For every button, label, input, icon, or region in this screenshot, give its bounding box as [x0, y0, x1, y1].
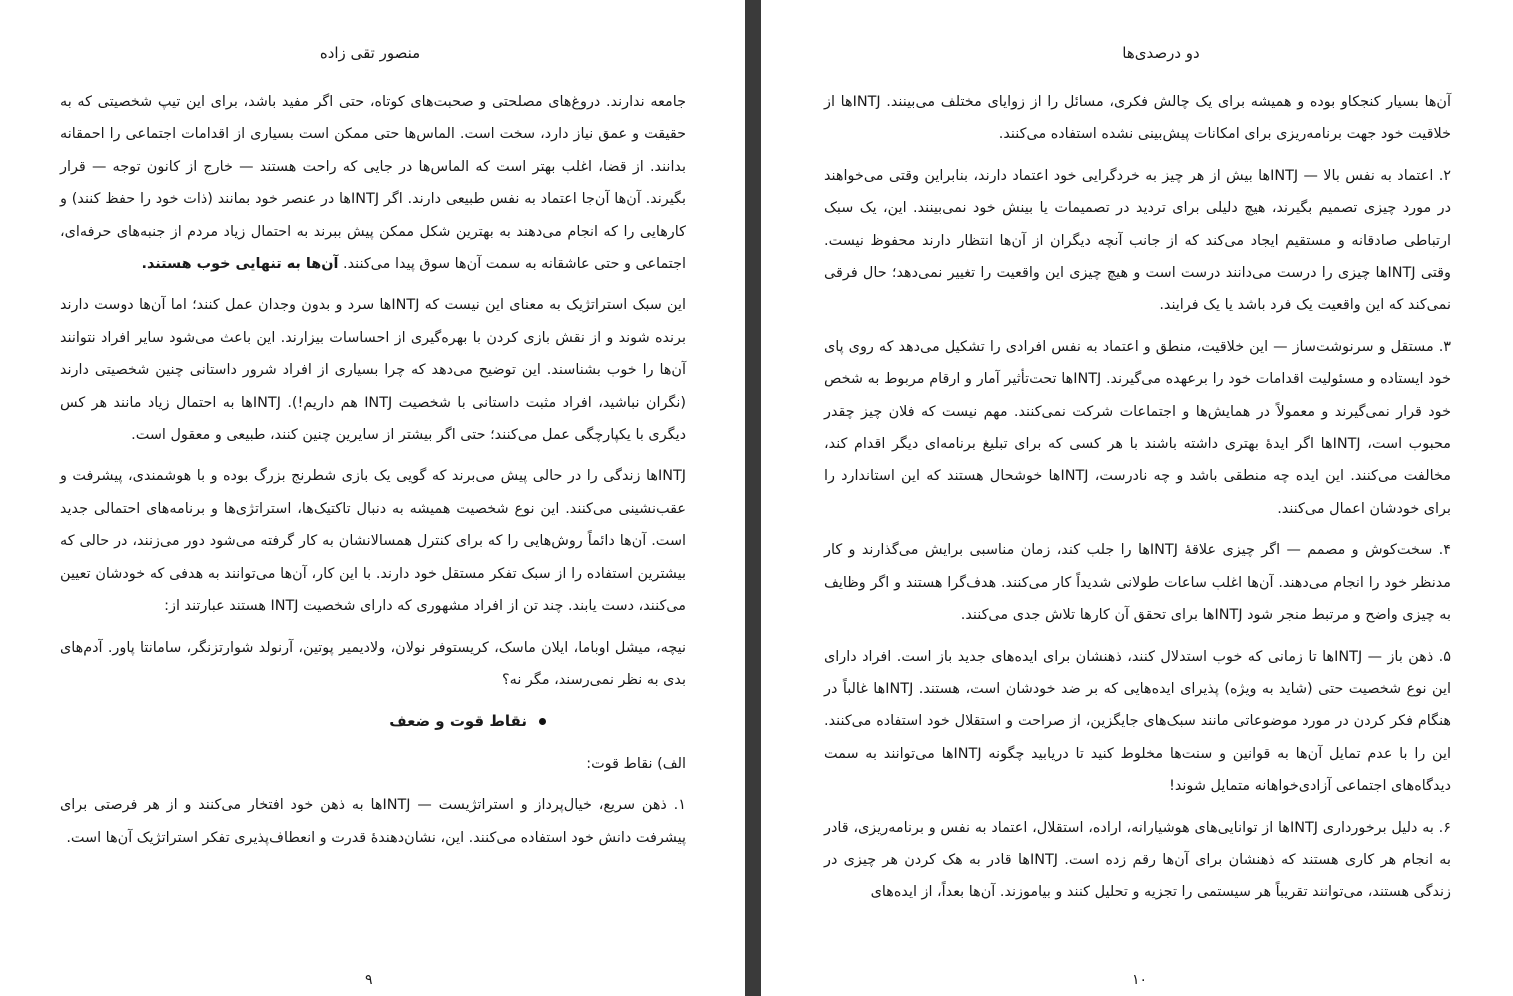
left-page-number: ۹: [365, 972, 373, 988]
bullet-heading-text: نقاط قوت و ضعف: [389, 712, 527, 731]
paragraph: نیچه، میشل اوباما، ایلان ماسک، کریستوفر نولان، ولادیمیر پوتین، آرنولد شوارتزنگر، سامانتا پاور. آدم‌های بدی به نظر نمی‌رسند، مگر نه؟: [60, 639, 686, 688]
paragraph: [60, 86, 686, 280]
bullet-icon: [539, 718, 546, 725]
right-page-body: [824, 86, 1451, 918]
paragraph: ۶. به دلیل برخورداری INTJها از توانایی‌های هوشیارانه، اراده، استقلال، اعتماد به نفس و برنامه‌ریزی، قادر به انجام هر کاری هستند که ذهنشان برای آن‌ها رقم زده است. INTJها قادر به هک کردن هر چیزی در زندگی هستند، می‌توانند تقریباً هر سیستمی را تجزیه و تحلیل کنند و بیاموزند. آن‌ها بعداً، از ایده‌های: [824, 819, 1451, 901]
paragraph: ۵. ذهن باز — INTJها تا زمانی که خوب استدلال کنند، ذهنشان برای ایده‌های جدید باز است. افراد دارای این نوع شخصیت حتی (شاید به ویژه) پذیرای ایده‌هایی که بر ضد خودشان است، هستند. INTJها غالباً در هنگام فکر کردن در مورد موضوعاتی مانند سبک‌های جایگزین، از صراحت و استقلال خود استفاده می‌کنند. این را با عدم تمایل آن‌ها به قوانین و سنت‌ها مخلوط کنید تا دریابید چگونه INTJها می‌توانند به سمت دیدگاه‌های اجتماعی آزادی‌خواهانه متمایل شوند!: [824, 648, 1451, 795]
paragraph: ۳. مستقل و سرنوشت‌ساز — این خلاقیت، منطق و اعتماد به نفس افرادی را تشکیل می‌دهد که روی پای خود ایستاده و مسئولیت اقدامات خود را برعهده می‌گیرند. INTJها تحت‌تأثیر آمار و ارقام مربوط به شخص خود قرار نمی‌گیرند و معمولاً در همایش‌ها و اجتماعات شرکت نمی‌کنند. مهم نیست که فلان چیز چقدر محبوب است، INTJها اگر ایدهٔ بهتری داشته باشند با هر کسی که برای تبلیغ برنامه‌ای دیگر اقدام کند، مخالفت می‌کنند. این ایده چه منطقی باشد و چه نادرست، INTJها خوشحال هستند که این استاندارد را برای خودشان اعمال می‌کنند.: [824, 338, 1451, 517]
right-page-number: ۱۰: [1132, 972, 1148, 988]
paragraph: ۴. سخت‌کوش و مصمم — اگر چیزی علاقهٔ INTJها را جلب کند، زمان مناسبی برایش می‌گذارند و کار مدنظر خود را انجام می‌دهند. آن‌ها اغلب ساعات طولانی شدیداً کار می‌کنند. هدف‌گرا هستند و اگر وظایف به چیزی واضح و مرتبط منجر شود INTJها برای تحقق آن کارها تلاش جدی می‌کنند.: [824, 542, 1451, 624]
book-gutter: [745, 0, 761, 996]
paragraph: آن‌ها بسیار کنجکاو بوده و همیشه برای یک چالش فکری، مسائل را از زوایای مختلف می‌بینند. INTJها از خلاقیت خود جهت برنامه‌ریزی برای امکانات پیش‌بینی نشده استفاده می‌کنند.: [824, 94, 1451, 143]
left-page-header: منصور تقی زاده: [319, 44, 421, 62]
bold-sentence: آن‌ها به تنهایی خوب هستند.: [141, 256, 339, 273]
paragraph: این سبک استراتژیک به معنای این نیست که INTJها سرد و بدون وجدان عمل کنند؛ اما آن‌ها دوست دارند برنده شوند و از نقش بازی کردن با بهره‌گیری از احساسات بیزارند. این باعث می‌شود سایر افراد نتوانند آن‌ها را خوب بشناسند. این توضیح می‌دهد که چرا بسیاری از افراد شرور داستانی چنین شخصیتی دارند (نگران نباشید، افراد مثبت داستانی با شخصیت INTJ هم داریم!). INTJها به احتمال زیاد مانند هر کس دیگری با یکپارچگی عمل می‌کنند؛ حتی اگر بیشتر از سایرین چنین کنند، طبیعی و معقول است.: [60, 297, 687, 444]
left-page-body: [60, 86, 686, 863]
paragraph: ۲. اعتماد به نفس بالا — INTJها بیش از هر چیز به خردگرایی خود اعتماد دارند، بنابراین وقتی می‌خواهند در مورد چیزی تصمیم بگیرند، هیچ دلیلی برای تردید در تصمیمات یا بینش خود نمی‌بینند. این، یک سبک ارتباطی صادقانه و مستقیم ایجاد می‌کند که از جانب آنچه دیگران از آن‌ها انتظار دارند محفوظ نیست. وقتی INTJها چیزی را درست می‌دانند درست است و هیچ چیزی این واقعیت را تغییر نمی‌دهد؛ حال فرقی نمی‌کند که این واقعیت یک فرد باشد یا یک فرایند.: [824, 167, 1452, 314]
subheading: الف) نقاط قوت:: [586, 755, 686, 772]
bullet-heading: [60, 705, 686, 737]
paragraph: ۱. ذهن سریع، خیال‌پرداز و استراتژیست — INTJها به ذهن خود افتخار می‌کنند و از هر فرصتی برای پیشرفت دانش خود استفاده می‌کنند. این، نشان‌دهندهٔ قدرت و انعطاف‌پذیری تفکر استراتژیک آن‌ها است.: [60, 797, 686, 846]
left-page: [0, 0, 745, 996]
right-page-header: دو درصدی‌ها: [1122, 44, 1200, 62]
paragraph-text: جامعه ندارند. دروغ‌های مصلحتی و صحبت‌های کوتاه، حتی اگر مفید باشد، برای این تیپ شخصیتی که به حقیقت و عمق نیاز دارد، سخت است. الماس‌ها حتی ممکن است بسیاری از اقدامات اجتماعی را احمقانه بدانند. از قضا، اغلب بهتر است که الماس‌ها در جایی که راحت هستند — خارج از کانون توجه — قرار بگیرند. آن‌ها آن‌جا اعتماد به نفس طبیعی دارند. اگر INTJها در عنصر خود بمانند (ذات خود را حفظ کنند) و کارهایی را که انجام می‌دهند به بهترین شکل ممکن پیش ببرند به احتمال زیاد مردم از جنبه‌های حرفه‌ای، اجتماعی و حتی عاشقانه به سمت آن‌ها سوق پیدا می‌کنند.: [60, 94, 687, 273]
right-page: [761, 0, 1513, 996]
paragraph: INTJها زندگی را در حالی پیش می‌برند که گویی یک بازی شطرنج بزرگ بوده و با هوشمندی، پیشرفت و عقب‌نشینی می‌کنند. این نوع شخصیت همیشه به دنبال تاکتیک‌ها، استراتژی‌ها و برنامه‌های احتمالی جدید است. آن‌ها دائماً روش‌هایی را که برای کنترل همسالانشان به کار گرفته می‌شود دور می‌زنند، در حالی که بیشترین استفاده را از سبک تفکر مستقل خود دارند. با این کار، آن‌ها می‌توانند به هدفی که خودشان تعیین می‌کنند، دست یابند. چند تن از افراد مشهوری که دارای شخصیت INTJ هستند عبارتند از:: [60, 468, 686, 615]
